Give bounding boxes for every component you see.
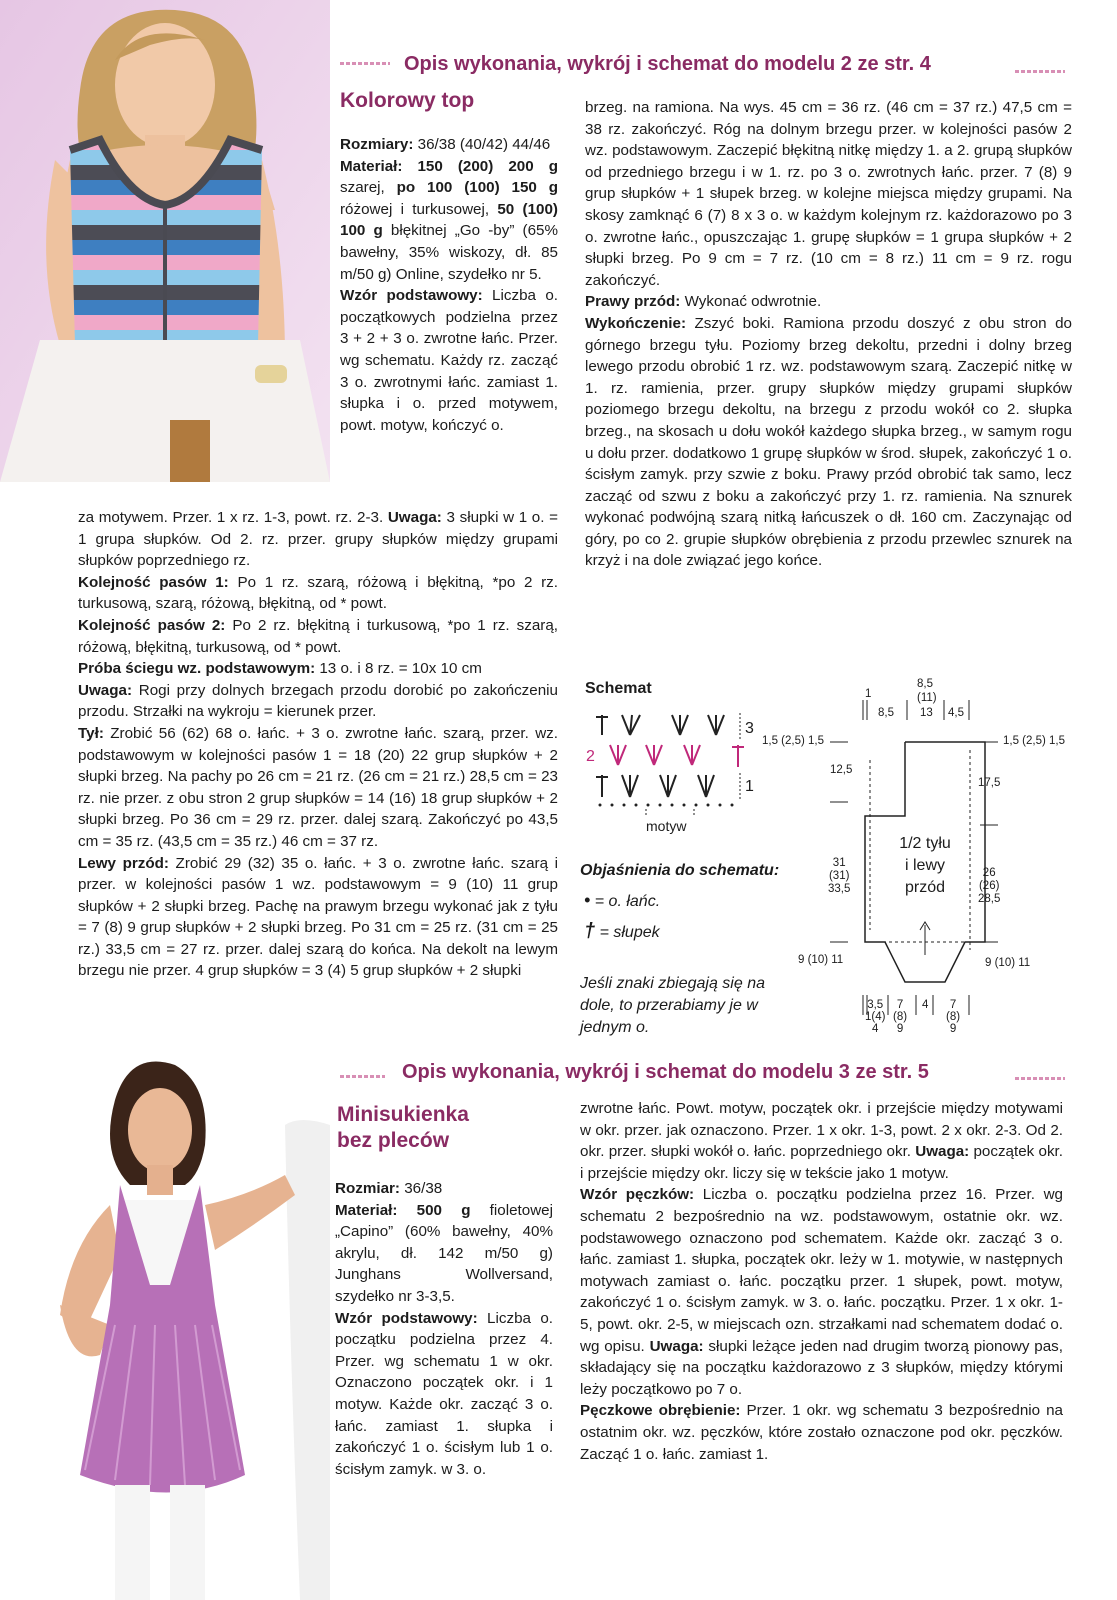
legend-note: Jeśli znaki zbiegają się na dole, to przerabiamy je w jednym o. [580,975,765,1036]
dim-bottom-a: 3,5 1(4) 4 [865,999,886,1035]
legend-item-double-crochet: † = słupek [584,920,660,942]
double-crochet-icon: † [584,920,596,942]
dim-right-mid: 26 (26) 28,5 [978,867,1001,905]
section2-left-column [335,1178,553,1480]
model-photo-mini-dress [0,1055,330,1600]
section2-title: Minisukienka bez pleców [337,1103,469,1152]
header2-decoration-right [1015,1077,1065,1080]
section1-title: Kolorowy top [340,89,475,112]
section1-wide-column [78,507,558,982]
legend-title: Objaśnienia do schematu: [580,862,780,879]
dim-top-1: 1 [865,688,872,700]
section2-header: Opis wykonania, wykrój i schemat do modelu 3 ze str. 5 [402,1061,929,1083]
model-photo-colorful-top [0,0,330,482]
dim-bottom-d: 7 (8) 9 [946,999,961,1035]
stripe-order-1-paragraph: Kolejność pasów 1: Po 1 rz. szarą, różową i błękitną, *po 2 rz. turkusową, szarą, różową, błękitną, od * powt. [78,573,558,613]
basic-pattern-paragraph: Wzór podstawowy: Liczba o. początkowych podzielna przez 3 + 2 + 3 o. zwrotne łańc. Przer. wg schematu. Każdy rz. zacząć 3 o. zwrotnymi łańc. zamiast 1. słupka i o. przed motywem, powt. motyw, kończyć o. [340,287,558,434]
chart-motif-label: motyw [646,818,687,834]
right-front-paragraph: Prawy przód: Wykonać odwrotnie. [585,293,822,311]
dim-top-neck-b: (11) [917,692,937,704]
chain-stitch-icon: • [584,890,591,910]
chart-row-2 [610,745,744,767]
chart-row-1 [596,775,714,797]
dress-pattern-continuation-paragraph: zwrotne łańc. Powt. motyw, początek okr. i przejście między motywami w okr. przer. jak oznaczono. Przer. 1 x okr. 1-3, powt. 2 x okr. 2-3. Od 2. okr. przer. słupki wokół o. łańc. poprzedniego okr. Uwaga: początek okr. i przejście między okr. liczy się w tekście jako 1 motyw. [580,1100,1063,1182]
chart-row-3 [596,715,724,735]
dress-size-paragraph: Rozmiar: 36/38 [335,1180,443,1197]
section1-left-column [340,134,558,436]
header2-decoration-left [340,1075,385,1078]
stripe-order-2-paragraph: Kolejność pasów 2: Po 2 rz. błękitną i turkusową, *po 1 rz. szarą, różową, błękitną, turkusową, od * powt. [78,616,558,656]
sizes-paragraph: Rozmiary: 36/38 (40/42) 44/46 [340,136,551,153]
dim-bottom-c: 4 [922,999,929,1011]
crochet-chart [580,705,760,835]
chart-row-label-3: 3 [745,720,754,737]
dress-material-paragraph: Materiał: 500 g fioletowej „Capino” (60% bawełny, 40% akrylu, dł. 142 m/50 g) Junghans Wollversand, szydełko nr 3-3,5. [335,1201,553,1305]
dim-left-mid: 31 (31) 33,5 [828,857,851,895]
dim-right-upper: 17,5 [978,777,1001,789]
section2-right-column [580,1098,1063,1465]
dim-top-4-5: 4,5 [948,707,964,719]
left-front-paragraph: Lewy przód: Zrobić 29 (32) 35 o. łańc. + 3 o. zwrotne łańc. szarą i przer. w kolejności pasów 1 wz. podstawowym = 9 (10) 11 grup słupków + 2 słupki brzeg. Pachę na prawym brzegu wykonać jak z tyłu = 7 (8) 9 grup słupków + 2 słupki brzeg. Po 31 cm = 25 rz. (31 cm = 25 rz.) 33,5 cm = 27 rz. przer. dalej szarą do końca. Na dekolt na lewym brzegu nie przer. 4 grup słupków = 3 (4) 5 grup słupków + 2 słupki [78,854,558,980]
chart-row-label-1: 1 [745,778,754,795]
header-decoration-right [1015,70,1065,73]
dim-right-shoulder: 1,5 (2,5) 1,5 [1003,735,1066,747]
dim-top-8-5: 8,5 [878,707,894,719]
piece-center-label: 1/2 tyłu i lewy przód [899,835,951,896]
cluster-edging-paragraph: Pęczkowe obrębienie: Przer. 1 okr. wg schematu 3 bezpośrednio na ostatnim okr. wz. pęczków, które zostało oznaczone pod okr. pęczków. Zacząć 1 o. łańc. zamiast 1. [580,1402,1063,1463]
chart-title: Schemat [585,680,652,697]
dim-left-upper: 12,5 [830,764,853,776]
back-paragraph: Tył: Zrobić 56 (62) 68 o. łańc. + 3 o. zwrotne łańc. szarą, przer. wz. podstawowym w kolejności pasów 1 = 18 (20) 22 grup słupków + 2 słupki brzeg. Na pachy po 26 cm = 21 rz. (26 cm = 21 rz.) 28,5 cm = 23 rz. nie przer. z obu stron 2 grup słupków = 14 (16) 18 grup słupków + 2 słupki brzeg. Po 36 cm = 29 rz. przer. dalej szarą. Zakończyć po 43,5 cm = 35 rz. (43,5 cm = 35 rz.) 46 cm = 37 rz. [78,724,558,850]
dim-top-neck-a: 8,5 [917,678,933,690]
dim-left-shoulder: 1,5 (2,5) 1,5 [762,735,825,747]
header-decoration-left [340,62,390,65]
dim-top-neck-c: 13 [920,707,933,719]
material-paragraph: Materiał: 150 (200) 200 g szarej, po 100 (100) 150 g różowej i turkusowej, 50 (100) 100 g błękitnej „Go -by” (65% bawełny, 35% wiskozy, dł. 85 m/50 g) Online, szydełko nr 5. [340,157,558,283]
dim-bottom-b: 7 (8) 9 [893,999,908,1035]
note-paragraph: Uwaga: Rogi przy dolnych brzegach przodu dorobić po zakończeniu przodu. Strzałki na wykroju = kierunek przer. [78,681,558,721]
finishing-paragraph: Wykończenie: Zszyć boki. Ramiona przodu doszyć z obu stron do górnego brzegu tyłu. Poziomy brzeg dekoltu, przedni i dolny brzeg lewego przodu obrobić 1 rz. wz. podstawowym szarą. Zaczepić nitkę w 1. rz. ramienia, przer. grupy słupków między grupami słupków poziomego brzegu dekoltu, na brzegu z przodu wokół co 2. słupka brzeg., na skosach u dołu wokół każdego słupka brzeg., w samym rogu u dołu przer. dodatkowo 1 grupę słupków w środ. słupek, zakończyć 1 o. ścisłym zamyk. przy szwie z boku. Prawy przód obrobić tak samo, lecz zacząć od szwu z boku a zakończyć przy 1. rz. ramienia. Na sznurek wykonać podwójną szarą nitką łańcuszek o dł. 160 cm. Zaczynając od góry, po co 2. grupie słupków obrębienia z przodu przewlec sznurek na krzyż i na dole związać jego końce. [585,314,1072,570]
section1-right-column [585,97,1072,572]
front-corner-paragraph: brzeg. na ramiona. Na wys. 45 cm = 36 rz. (46 cm = 37 rz.) 47,5 cm = 38 rz. zakończyć. Róg na dolnym brzegu przer. w kolejności pasów 2 wz. podstawowym. Zaczepić błękitną nitkę między 1. a 2. grupą słupków od przedniego brzegu i w 1. rz. po 3 o. zwrotnych łańc. przer. 7 (8) 9 grup słupków + 1 słupek brzeg. w kolejne miejsca między grupami. Na skosy zamknąć 6 (7) 8 x 3 o. w każdym kolejnym rz. każdorazowo po 3 o. zwrotne łańc., opuszczając 1. grupę słupków = 1 grupa słupków + 2 słupki brzeg. Po 9 cm = 7 rz. (10 cm = 8 rz.) 11 cm = 9 rz. rogu zakończyć. [585,99,1072,289]
dress-basic-pattern-paragraph: Wzór podstawowy: Liczba o. początku podzielna przez 4. Przer. wg schematu 1 w okr. Oznaczono początek okr. i 1 motyw. Każde okr. zacząć 3 o. łańc. zamiast 1. słupka i zakończyć 1 o. ścisłym lub 1 o. ścisłym zamyk. w 3. o. [335,1309,553,1478]
section1-header: Opis wykonania, wykrój i schemat do modelu 2 ze str. 4 [404,53,931,75]
dim-left-bottom: 9 (10) 11 [798,954,844,966]
chart-row-label-2: 2 [586,748,595,765]
gauge-paragraph: Próba ściegu wz. podstawowym: 13 o. i 8 rz. = 10x 10 cm [78,660,482,678]
pattern-continuation-paragraph: za motywem. Przer. 1 x rz. 1-3, powt. rz. 2-3. Uwaga: 3 słupki w 1 o. = 1 grupa słupków. Od 2. rz. przer. grupy słupków między grupami słupków poprzedniego rz. [78,509,558,570]
cluster-pattern-paragraph: Wzór pęczków: Liczba o. początku podzielna przez 16. Przer. wg schematu 2 bezpośrednio na wz. podstawowym, ostatnie okr. wz. podstawowego oznaczono pod schematem. Każde okr. zacząć 3 o. łańc. zamiast 1. słupka, początek okr. leży w 1. motywie, w następnych motywach zamiast o. łańc. początku przer. 1 słupek, powt. motyw, zakończyć 1 o. ścisłym zamyk. w 3. o. łańc. początku. Przer. 1 x okr. 1-5, powt. okr. 2-5, w miejscach ozn. strzałkami nad schematem dodać o. wg opisu. Uwaga: słupki leżące jeden nad drugim tworzą pionowy pas, składający się na początku każdorazowo z 3 słupków, między którymi leży początkowo po 7 o. [580,1186,1063,1398]
legend-item-chain: • = o. łańc. [584,890,661,910]
dim-right-bottom: 9 (10) 11 [985,957,1031,969]
